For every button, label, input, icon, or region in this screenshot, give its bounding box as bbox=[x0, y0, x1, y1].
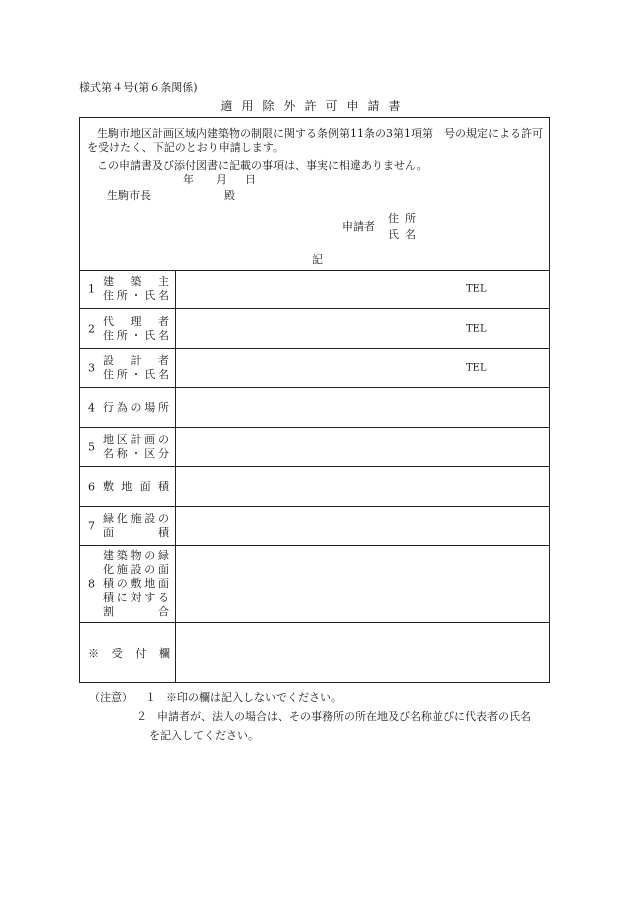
row-label bbox=[80, 428, 176, 466]
note-number: ２ bbox=[136, 710, 147, 723]
row-label-line: 名称・区分 bbox=[103, 447, 169, 460]
ki-marker: 記 bbox=[312, 253, 323, 266]
row-label-line: 積の敷地面 bbox=[103, 577, 169, 590]
notes-heading: （注意） bbox=[89, 691, 133, 704]
date-month[interactable]: 月 bbox=[216, 173, 227, 186]
note-line-2 bbox=[89, 707, 531, 726]
row-label bbox=[80, 507, 176, 545]
row-number: 1 bbox=[88, 282, 95, 296]
note-line-3 bbox=[89, 726, 531, 745]
applicant-address-field[interactable]: 住所 bbox=[388, 212, 422, 225]
row-label-line: 緑化施設の bbox=[103, 512, 169, 525]
note-text: ※印の欄は記入しないでください。 bbox=[166, 691, 342, 704]
row-label bbox=[80, 388, 176, 427]
row-label bbox=[80, 546, 176, 622]
row-label-text bbox=[103, 354, 169, 382]
note-number: １ bbox=[145, 691, 156, 704]
row-label bbox=[80, 270, 176, 308]
row-greening-ratio[interactable] bbox=[80, 546, 549, 623]
row-label bbox=[80, 309, 176, 348]
row-label-line: 設計者 bbox=[103, 354, 169, 367]
row-label-line: 住所・氏名 bbox=[103, 368, 169, 381]
note-text: を記入してください。 bbox=[149, 729, 259, 742]
tel-label: TEL bbox=[466, 323, 487, 334]
applicant-name-field[interactable]: 氏名 bbox=[388, 228, 422, 241]
row-label-line: 割合 bbox=[103, 605, 169, 618]
row-label-text bbox=[103, 480, 169, 494]
row-reception bbox=[80, 623, 549, 682]
row-designer[interactable] bbox=[80, 349, 549, 388]
row-agent[interactable] bbox=[80, 309, 549, 349]
row-label-text bbox=[103, 433, 169, 461]
row-district-plan[interactable] bbox=[80, 428, 549, 467]
page-title: 適用除外許可申請書 bbox=[220, 99, 410, 113]
row-builder[interactable] bbox=[80, 270, 549, 309]
intro-paragraph-1: 生駒市地区計画区域内建築物の制限に関する条例第11条の3第1項第 号の規定による許可を受けたく、下記のとおり申請します。 bbox=[87, 127, 543, 154]
row-number: 3 bbox=[88, 361, 95, 375]
row-label-line: 敷地面積 bbox=[103, 479, 169, 493]
row-label-line: 地区計画の bbox=[103, 433, 169, 446]
row-label-text bbox=[103, 275, 169, 303]
intro-paragraph-2: この申請書及び添付図書に記載の事項は、事実に相違ありません。 bbox=[97, 159, 428, 172]
row-label-line: 行為の場所 bbox=[103, 400, 169, 414]
tel-label: TEL bbox=[466, 283, 487, 295]
notes bbox=[89, 688, 531, 745]
intro-section bbox=[80, 118, 549, 271]
application-form bbox=[79, 117, 550, 683]
row-label-line: 化施設の面 bbox=[103, 563, 169, 576]
row-label-line: 代理者 bbox=[103, 314, 169, 328]
row-label-line: 建築主 bbox=[103, 275, 169, 288]
row-label-text bbox=[103, 315, 169, 343]
row-label-line: 建築物の緑 bbox=[103, 549, 169, 562]
row-label-text bbox=[103, 401, 169, 415]
note-text: 申請者が、法人の場合は、その事務所の所在地及び名称並びに代表者の氏名 bbox=[157, 710, 531, 723]
row-number: 8 bbox=[88, 577, 95, 591]
row-label-line: 面積 bbox=[103, 526, 169, 539]
form-number: 様式第４号(第６条関係) bbox=[79, 81, 198, 94]
row-label-line: 積に対する bbox=[103, 591, 169, 604]
mayor-title: 生駒市長 bbox=[107, 189, 151, 202]
row-number: 7 bbox=[88, 519, 95, 533]
row-label-text bbox=[103, 549, 169, 619]
row-label bbox=[80, 623, 176, 682]
row-number: 5 bbox=[88, 440, 95, 454]
row-label bbox=[80, 349, 176, 387]
date-year[interactable]: 年 bbox=[183, 173, 194, 186]
row-greening-area[interactable] bbox=[80, 507, 549, 546]
reception-label: ※受付欄 bbox=[88, 646, 170, 660]
row-location[interactable] bbox=[80, 388, 549, 428]
row-number: 2 bbox=[88, 322, 95, 335]
row-label-text bbox=[103, 512, 169, 540]
applicant-label: 申請者 bbox=[342, 220, 375, 233]
mayor-honorific: 殿 bbox=[224, 189, 235, 202]
row-number: 6 bbox=[88, 480, 95, 493]
row-label-line: 住所・氏名 bbox=[103, 289, 169, 302]
date-day[interactable]: 日 bbox=[245, 173, 256, 186]
row-number: 4 bbox=[88, 401, 95, 414]
note-line-1 bbox=[89, 688, 531, 707]
row-label-line: 住所・氏名 bbox=[103, 328, 169, 342]
row-label bbox=[80, 467, 176, 506]
row-site-area[interactable] bbox=[80, 467, 549, 507]
tel-label: TEL bbox=[466, 362, 487, 374]
